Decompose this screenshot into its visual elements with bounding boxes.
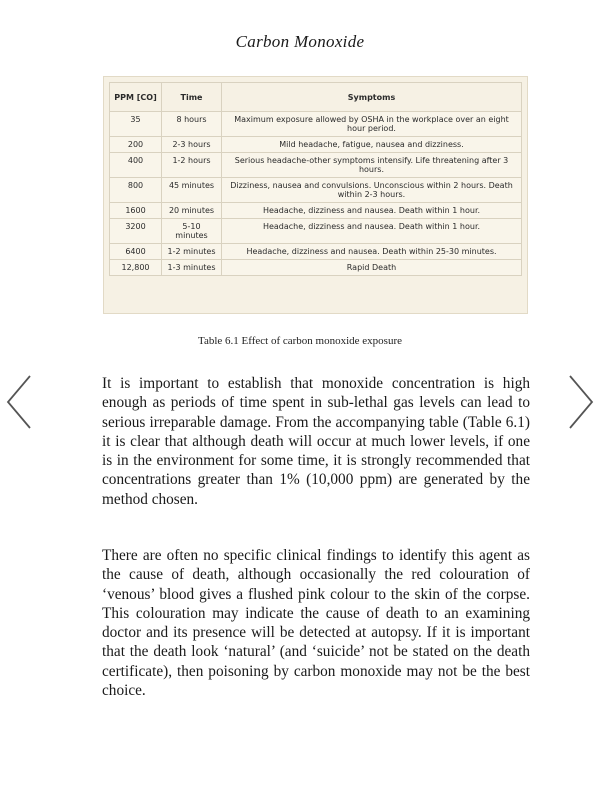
cell-symptoms: Serious headache-other symptoms intensify. Life threatening after 3 hours. xyxy=(222,153,522,178)
cell-ppm: 1600 xyxy=(110,203,162,219)
cell-ppm: 400 xyxy=(110,153,162,178)
table-row xyxy=(110,153,522,178)
body-paragraph-2: There are often no specific clinical findings to identify this agent as the cause of death, although occasionally the red colouration of ‘venous’ blood gives a flushed pink colour to the skin of the corpse. This colouration may indicate the cause of death to an examining doctor and its presence will be detected at autopsy. If it is important that the death look ‘natural’ (and ‘suicide’ not be stated on the death certificate), then poisoning by carbon monoxide may not be the best choice. xyxy=(102,547,530,700)
cell-ppm: 12,800 xyxy=(110,260,162,276)
cell-symptoms: Rapid Death xyxy=(222,260,522,276)
cell-time: 1-2 hours xyxy=(162,153,222,178)
table-row xyxy=(110,178,522,203)
cell-symptoms: Headache, dizziness and nausea. Death within 1 hour. xyxy=(222,203,522,219)
chevron-right-icon xyxy=(566,372,596,432)
prev-page-button[interactable] xyxy=(4,372,34,432)
chevron-left-icon xyxy=(4,372,34,432)
table-header-row xyxy=(110,83,522,112)
header-time: Time xyxy=(162,83,222,112)
table-caption: Table 6.1 Effect of carbon monoxide exposure xyxy=(198,335,402,347)
next-page-button[interactable] xyxy=(566,372,596,432)
body-paragraph-1: It is important to establish that monoxide concentration is high enough as periods of time spent in sub-lethal gas levels can lead to serious irreparable damage. From the accompanying table (Table 6.1) it is clear that although death will occur at much lower levels, if one is in the environment for some time, it is strongly recommended that concentrations greater than 1% (10,000 ppm) are generated by the method chosen. xyxy=(102,375,530,508)
cell-symptoms: Mild headache, fatigue, nausea and dizziness. xyxy=(222,137,522,153)
table-row xyxy=(110,260,522,276)
cell-ppm: 6400 xyxy=(110,244,162,260)
cell-symptoms: Dizziness, nausea and convulsions. Unconscious within 2 hours. Death within 2-3 hours. xyxy=(222,178,522,203)
cell-ppm: 3200 xyxy=(110,219,162,244)
page-title: Carbon Monoxide xyxy=(235,32,365,51)
cell-time: 1-2 minutes xyxy=(162,244,222,260)
header-ppm: PPM [CO] xyxy=(110,83,162,112)
cell-symptoms: Headache, dizziness and nausea. Death within 25-30 minutes. xyxy=(222,244,522,260)
header-symptoms: Symptoms xyxy=(222,83,522,112)
cell-time: 20 minutes xyxy=(162,203,222,219)
cell-symptoms: Maximum exposure allowed by OSHA in the workplace over an eight hour period. xyxy=(222,112,522,137)
cell-time: 8 hours xyxy=(162,112,222,137)
cell-ppm: 800 xyxy=(110,178,162,203)
table-row xyxy=(110,219,522,244)
co-exposure-table-image xyxy=(103,76,528,314)
table-row xyxy=(110,244,522,260)
cell-ppm: 35 xyxy=(110,112,162,137)
cell-time: 5-10 minutes xyxy=(162,219,222,244)
table-row xyxy=(110,112,522,137)
table-row xyxy=(110,203,522,219)
table-row xyxy=(110,137,522,153)
cell-ppm: 200 xyxy=(110,137,162,153)
cell-symptoms: Headache, dizziness and nausea. Death within 1 hour. xyxy=(222,219,522,244)
cell-time: 2-3 hours xyxy=(162,137,222,153)
cell-time: 45 minutes xyxy=(162,178,222,203)
co-exposure-table xyxy=(109,82,522,276)
cell-time: 1-3 minutes xyxy=(162,260,222,276)
